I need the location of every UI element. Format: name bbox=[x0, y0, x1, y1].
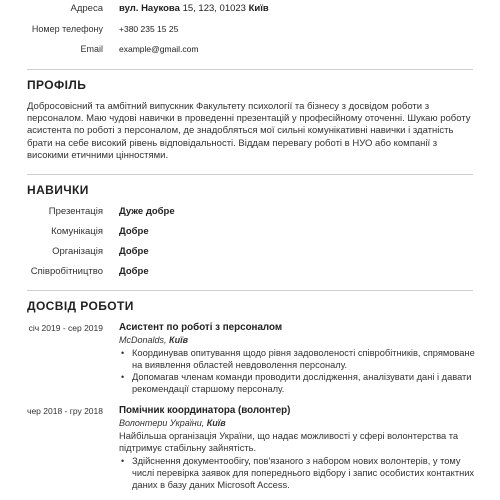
skill-row bbox=[0, 226, 500, 239]
company-name: Волонтери України bbox=[119, 418, 202, 428]
skill-level: Добре bbox=[119, 226, 149, 237]
list-item bbox=[119, 347, 475, 371]
job-company: Волонтери України, Київ bbox=[119, 418, 226, 428]
job-bullets bbox=[119, 455, 475, 491]
bullet-icon: • bbox=[121, 372, 125, 382]
job-title: Асистент по роботі з персоналом bbox=[119, 322, 283, 333]
address-street: вул. Наукова bbox=[119, 3, 180, 14]
skill-row bbox=[0, 266, 500, 279]
skill-row bbox=[0, 206, 500, 219]
phone-row bbox=[0, 24, 500, 38]
section-divider bbox=[27, 174, 473, 175]
skill-level: Дуже добре bbox=[119, 206, 175, 217]
address-row bbox=[0, 3, 500, 17]
job-company: McDonalds, Київ bbox=[119, 335, 189, 345]
address-rest: 15, 123, 01023 bbox=[179, 3, 249, 14]
profile-title: ПРОФІЛЬ bbox=[27, 78, 87, 92]
job-bullets bbox=[119, 347, 475, 395]
profile-text: Добросовісний та амбітний випускник Факультету психології та бізнесу з досвідом роботи з персоналом. Маю чудові навички в проведенні презентацій у професійному оточенні. Шукаю роботу асистента по роботі з персоналом, де знадобляться мої сильні комунікативні навички і здатність брати на себе високий рівень відповідальності. Віддам перевагу роботі в НУО або компанії з високими етичними цінностями. bbox=[27, 101, 471, 161]
bullet-icon: • bbox=[121, 348, 125, 358]
list-item bbox=[119, 455, 475, 491]
company-name: McDonalds bbox=[119, 335, 165, 345]
job-details bbox=[119, 321, 475, 395]
bullet-icon: • bbox=[121, 456, 125, 466]
skill-name: Співробітництво bbox=[30, 266, 103, 277]
bullet-text: Здійснення документообігу, пов'язаного з набором нових волонтерів, у тому числі перевірка заявок для попереднього відбору і запис особистих контактних даних в базу даних Microsoft Access. bbox=[132, 456, 475, 490]
skill-name: Презентація bbox=[48, 206, 103, 217]
skill-name: Комунікація bbox=[51, 226, 103, 237]
section-divider bbox=[27, 290, 473, 291]
phone-label: Номер телефону bbox=[31, 24, 103, 34]
phone-value: +380 235 15 25 bbox=[119, 24, 179, 34]
email-value: example@gmail.com bbox=[119, 44, 199, 54]
skills-title: НАВИЧКИ bbox=[27, 183, 89, 197]
job-dates: чер 2018 - гру 2018 bbox=[27, 406, 103, 416]
bullet-text: Допомагав членам команди проводити дослідження, аналізувати дані і давати рекомендації старшому персоналу. bbox=[132, 372, 472, 394]
list-item bbox=[119, 371, 475, 395]
skill-name: Організація bbox=[52, 246, 103, 257]
skill-row bbox=[0, 246, 500, 259]
company-city: Київ bbox=[169, 335, 189, 345]
job-details bbox=[119, 404, 475, 491]
job-title: Помічник координатора (волонтер) bbox=[119, 405, 291, 416]
skill-level: Добре bbox=[119, 266, 149, 277]
experience-title: ДОСВІД РОБОТИ bbox=[27, 299, 134, 313]
email-row bbox=[0, 44, 500, 58]
address-label: Адреса bbox=[70, 3, 103, 14]
bullet-text: Координував опитування щодо рівня задоволеності співробітників, спрямоване на виявлення областей невдоволення персоналу. bbox=[132, 348, 475, 370]
company-city: Київ bbox=[206, 418, 226, 428]
address-city: Київ bbox=[248, 3, 269, 14]
job-dates: січ 2019 - сер 2019 bbox=[28, 323, 103, 333]
job-description: Найбільша організація України, що надає можливості у сфері волонтерства та підтримує стабільну зайнятість. bbox=[119, 431, 459, 453]
email-label: Email bbox=[80, 44, 103, 54]
section-divider bbox=[27, 69, 473, 70]
skill-level: Добре bbox=[119, 246, 149, 257]
address-value bbox=[119, 3, 269, 14]
